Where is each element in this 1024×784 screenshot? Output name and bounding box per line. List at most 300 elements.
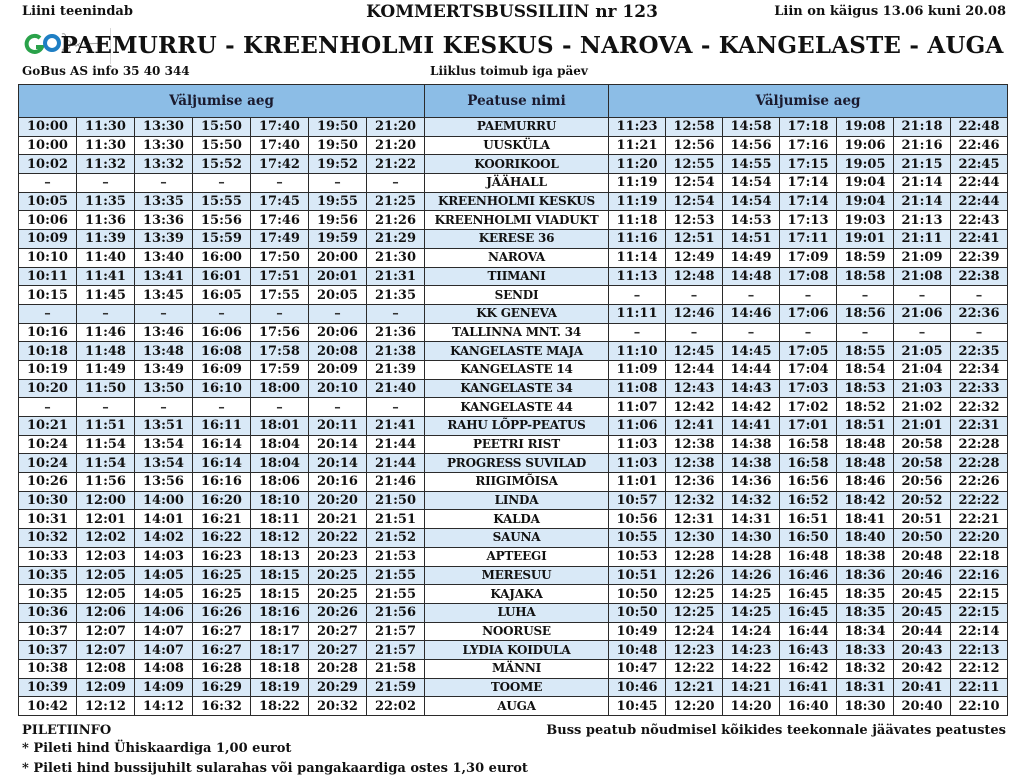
return-time-cell: 22:34	[951, 360, 1008, 379]
return-time-cell: 22:46	[951, 136, 1008, 155]
outbound-time-cell: 12:01	[77, 510, 135, 529]
outbound-time-cell: 15:50	[193, 118, 251, 137]
outbound-time-cell: 16:27	[193, 622, 251, 641]
return-time-cell: 17:06	[780, 304, 837, 323]
outbound-time-cell: 18:00	[251, 379, 309, 398]
return-time-cell: –	[894, 323, 951, 342]
outbound-time-cell: 10:19	[19, 360, 77, 379]
outbound-time-cell: 13:45	[135, 286, 193, 305]
outbound-time-cell: –	[77, 304, 135, 323]
outbound-time-cell: 12:08	[77, 659, 135, 678]
return-time-cell: 19:04	[837, 174, 894, 193]
outbound-time-cell: 19:50	[309, 136, 367, 155]
return-time-cell: 17:02	[780, 398, 837, 417]
timetable-row	[19, 230, 1008, 249]
return-time-cell: 12:53	[666, 211, 723, 230]
return-time-cell: 20:40	[894, 697, 951, 716]
return-time-cell: 19:01	[837, 230, 894, 249]
return-time-cell: 20:42	[894, 659, 951, 678]
return-time-cell: 12:23	[666, 641, 723, 660]
return-time-cell: 14:20	[723, 697, 780, 716]
outbound-time-cell: 21:46	[367, 473, 425, 492]
outbound-time-cell: 21:59	[367, 678, 425, 697]
outbound-time-cell: 18:04	[251, 435, 309, 454]
outbound-time-cell: 12:07	[77, 622, 135, 641]
outbound-time-cell: 13:32	[135, 155, 193, 174]
return-time-cell: 11:23	[609, 118, 666, 137]
return-time-cell: 14:23	[723, 641, 780, 660]
outbound-time-cell: 19:56	[309, 211, 367, 230]
stop-name-cell: AUGA	[425, 697, 609, 716]
return-time-cell: 17:16	[780, 136, 837, 155]
return-time-cell: 19:04	[837, 192, 894, 211]
outbound-time-cell: –	[367, 304, 425, 323]
outbound-time-cell: 10:26	[19, 473, 77, 492]
timetable-row	[19, 547, 1008, 566]
outbound-time-cell: 20:14	[309, 454, 367, 473]
outbound-time-cell: 10:11	[19, 267, 77, 286]
return-time-cell: 19:03	[837, 211, 894, 230]
return-time-cell: 21:03	[894, 379, 951, 398]
return-time-cell: 20:52	[894, 491, 951, 510]
return-time-cell: 14:26	[723, 566, 780, 585]
timetable-row	[19, 379, 1008, 398]
stop-name-cell: UUSKÜLA	[425, 136, 609, 155]
return-time-cell: 10:55	[609, 529, 666, 548]
return-time-cell: 17:14	[780, 174, 837, 193]
outbound-time-cell: 11:54	[77, 454, 135, 473]
outbound-time-cell: 20:20	[309, 491, 367, 510]
outbound-time-cell: 10:21	[19, 417, 77, 436]
timetable-row	[19, 697, 1008, 716]
return-time-cell: –	[951, 323, 1008, 342]
outbound-time-cell: 13:36	[135, 211, 193, 230]
outbound-time-cell: 20:05	[309, 286, 367, 305]
outbound-time-cell: 11:50	[77, 379, 135, 398]
outbound-time-cell: 12:02	[77, 529, 135, 548]
timetable-row	[19, 304, 1008, 323]
return-time-cell: –	[666, 286, 723, 305]
return-time-cell: 18:58	[837, 267, 894, 286]
return-time-cell: 22:28	[951, 454, 1008, 473]
return-time-cell: 17:01	[780, 417, 837, 436]
timetable-row	[19, 155, 1008, 174]
outbound-time-cell: 17:46	[251, 211, 309, 230]
return-time-cell: 14:25	[723, 585, 780, 604]
outbound-time-cell: –	[19, 174, 77, 193]
return-time-cell: 10:50	[609, 585, 666, 604]
stop-name-cell: TOOME	[425, 678, 609, 697]
timetable	[18, 84, 1008, 716]
outbound-time-cell: 20:27	[309, 622, 367, 641]
outbound-time-cell: 16:14	[193, 435, 251, 454]
outbound-time-cell: 11:51	[77, 417, 135, 436]
timetable-header-row	[19, 85, 1008, 118]
outbound-time-cell: –	[309, 398, 367, 417]
return-time-cell: 14:32	[723, 491, 780, 510]
timetable-row	[19, 641, 1008, 660]
ticket-price-card: * Pileti hind Ühiskaardiga 1,00 eurot	[22, 741, 292, 756]
stop-name-cell: NAROVA	[425, 248, 609, 267]
outbound-time-cell: 14:00	[135, 491, 193, 510]
outbound-time-cell: 14:02	[135, 529, 193, 548]
return-time-cell: 14:25	[723, 603, 780, 622]
return-time-cell: 19:05	[837, 155, 894, 174]
outbound-time-cell: 15:59	[193, 230, 251, 249]
return-time-cell: 12:30	[666, 529, 723, 548]
return-time-cell: 10:45	[609, 697, 666, 716]
outbound-time-cell: 18:22	[251, 697, 309, 716]
stop-name-cell: KANGELASTE 44	[425, 398, 609, 417]
return-time-cell: 22:48	[951, 118, 1008, 137]
return-time-cell: 12:21	[666, 678, 723, 697]
return-time-cell: 18:33	[837, 641, 894, 660]
stop-name-cell: KANGELASTE 34	[425, 379, 609, 398]
outbound-time-cell: 21:38	[367, 342, 425, 361]
timetable-row	[19, 622, 1008, 641]
outbound-time-cell: 17:45	[251, 192, 309, 211]
outbound-time-cell: 10:18	[19, 342, 77, 361]
outbound-time-cell: 17:49	[251, 230, 309, 249]
outbound-time-cell: 13:46	[135, 323, 193, 342]
outbound-time-cell: 21:55	[367, 566, 425, 585]
return-time-cell: 14:41	[723, 417, 780, 436]
outbound-time-cell: 13:39	[135, 230, 193, 249]
outbound-time-cell: 20:06	[309, 323, 367, 342]
outbound-time-cell: 16:06	[193, 323, 251, 342]
outbound-time-cell: –	[135, 174, 193, 193]
outbound-time-cell: 12:05	[77, 566, 135, 585]
return-time-cell: 21:18	[894, 118, 951, 137]
return-time-cell: 20:51	[894, 510, 951, 529]
request-stop-note: Buss peatub nõudmisel kõikides teekonnale jäävates peatustes	[546, 723, 1006, 738]
outbound-time-cell: 10:36	[19, 603, 77, 622]
outbound-time-cell: 11:45	[77, 286, 135, 305]
outbound-time-cell: 21:22	[367, 155, 425, 174]
return-time-cell: 10:46	[609, 678, 666, 697]
outbound-time-cell: 10:24	[19, 435, 77, 454]
timetable-row	[19, 267, 1008, 286]
outbound-time-cell: 12:06	[77, 603, 135, 622]
return-time-cell: 11:19	[609, 192, 666, 211]
return-time-cell: 22:22	[951, 491, 1008, 510]
outbound-time-cell: 14:03	[135, 547, 193, 566]
outbound-time-cell: 12:07	[77, 641, 135, 660]
return-time-cell: 10:47	[609, 659, 666, 678]
return-time-cell: 22:18	[951, 547, 1008, 566]
return-time-cell: 11:20	[609, 155, 666, 174]
outbound-time-cell: 13:50	[135, 379, 193, 398]
outbound-time-cell: 21:51	[367, 510, 425, 529]
outbound-time-cell: 16:32	[193, 697, 251, 716]
return-time-cell: 12:28	[666, 547, 723, 566]
return-time-cell: 20:45	[894, 585, 951, 604]
return-time-cell: 19:08	[837, 118, 894, 137]
stop-name-cell: KANGELASTE MAJA	[425, 342, 609, 361]
return-time-cell: –	[666, 323, 723, 342]
outbound-time-cell: 10:38	[19, 659, 77, 678]
timetable-row	[19, 585, 1008, 604]
outbound-time-cell: 10:20	[19, 379, 77, 398]
return-time-cell: 12:49	[666, 248, 723, 267]
outbound-time-cell: 11:46	[77, 323, 135, 342]
outbound-time-cell: 16:25	[193, 585, 251, 604]
outbound-time-cell: 20:25	[309, 566, 367, 585]
return-time-cell: 12:44	[666, 360, 723, 379]
return-time-cell: 12:38	[666, 435, 723, 454]
timetable-row	[19, 398, 1008, 417]
stop-name-header: Peatuse nimi	[425, 85, 609, 118]
return-time-cell: –	[894, 286, 951, 305]
outbound-time-cell: 21:20	[367, 136, 425, 155]
outbound-time-cell: 10:37	[19, 641, 77, 660]
outbound-time-cell: 12:12	[77, 697, 135, 716]
return-time-cell: –	[951, 286, 1008, 305]
outbound-time-cell: –	[135, 304, 193, 323]
outbound-time-cell: –	[193, 398, 251, 417]
return-time-cell: 20:41	[894, 678, 951, 697]
outbound-time-cell: 10:05	[19, 192, 77, 211]
return-time-cell: 22:35	[951, 342, 1008, 361]
outbound-time-cell: 21:26	[367, 211, 425, 230]
return-time-cell: 14:38	[723, 435, 780, 454]
return-time-cell: 22:43	[951, 211, 1008, 230]
return-time-cell: 12:38	[666, 454, 723, 473]
return-time-cell: 12:25	[666, 585, 723, 604]
outbound-time-cell: 16:09	[193, 360, 251, 379]
outbound-time-cell: 16:27	[193, 641, 251, 660]
return-time-cell: 21:14	[894, 192, 951, 211]
outbound-time-cell: 20:29	[309, 678, 367, 697]
stop-name-cell: KALDA	[425, 510, 609, 529]
return-time-cell: 22:44	[951, 192, 1008, 211]
return-time-cell: 18:40	[837, 529, 894, 548]
return-time-cell: 10:48	[609, 641, 666, 660]
return-time-cell: 22:11	[951, 678, 1008, 697]
outbound-time-cell: 21:31	[367, 267, 425, 286]
return-time-cell: 17:09	[780, 248, 837, 267]
return-time-cell: 21:09	[894, 248, 951, 267]
timetable-row	[19, 248, 1008, 267]
return-time-cell: 16:45	[780, 585, 837, 604]
outbound-time-cell: 16:29	[193, 678, 251, 697]
outbound-time-cell: 18:16	[251, 603, 309, 622]
outbound-time-cell: 10:06	[19, 211, 77, 230]
timetable-row	[19, 192, 1008, 211]
return-time-cell: 17:15	[780, 155, 837, 174]
service-days: Liiklus toimub iga päev	[430, 64, 588, 78]
outbound-time-cell: 11:49	[77, 360, 135, 379]
outbound-time-cell: 11:40	[77, 248, 135, 267]
outbound-time-cell: 16:23	[193, 547, 251, 566]
return-time-cell: 16:46	[780, 566, 837, 585]
outbound-departures-header: Väljumise aeg	[19, 85, 425, 118]
return-time-cell: 20:58	[894, 435, 951, 454]
outbound-time-cell: 17:55	[251, 286, 309, 305]
outbound-time-cell: 21:44	[367, 454, 425, 473]
stop-name-cell: PROGRESS SUVILAD	[425, 454, 609, 473]
outbound-time-cell: –	[367, 174, 425, 193]
outbound-time-cell: 21:55	[367, 585, 425, 604]
return-time-cell: 14:21	[723, 678, 780, 697]
return-time-cell: 18:36	[837, 566, 894, 585]
outbound-time-cell: 21:30	[367, 248, 425, 267]
return-time-cell: 14:22	[723, 659, 780, 678]
outbound-time-cell: 19:52	[309, 155, 367, 174]
outbound-time-cell: –	[309, 174, 367, 193]
return-time-cell: 17:14	[780, 192, 837, 211]
outbound-time-cell: 11:30	[77, 136, 135, 155]
outbound-time-cell: 18:04	[251, 454, 309, 473]
outbound-time-cell: 11:36	[77, 211, 135, 230]
outbound-time-cell: 10:00	[19, 136, 77, 155]
outbound-time-cell: 12:00	[77, 491, 135, 510]
outbound-time-cell: 11:35	[77, 192, 135, 211]
outbound-time-cell: 10:16	[19, 323, 77, 342]
return-time-cell: 12:22	[666, 659, 723, 678]
outbound-time-cell: –	[135, 398, 193, 417]
return-time-cell: 12:43	[666, 379, 723, 398]
return-time-cell: 12:26	[666, 566, 723, 585]
stop-name-cell: LINDA	[425, 491, 609, 510]
outbound-time-cell: 18:11	[251, 510, 309, 529]
return-time-cell: 12:45	[666, 342, 723, 361]
return-time-cell: 21:11	[894, 230, 951, 249]
outbound-time-cell: 16:28	[193, 659, 251, 678]
outbound-time-cell: 11:32	[77, 155, 135, 174]
timetable-row	[19, 454, 1008, 473]
outbound-time-cell: 14:08	[135, 659, 193, 678]
outbound-time-cell: 21:44	[367, 435, 425, 454]
return-time-cell: 16:52	[780, 491, 837, 510]
return-time-cell: –	[609, 286, 666, 305]
return-time-cell: 17:04	[780, 360, 837, 379]
outbound-time-cell: 13:30	[135, 118, 193, 137]
outbound-time-cell: 17:56	[251, 323, 309, 342]
outbound-time-cell: 16:08	[193, 342, 251, 361]
return-time-cell: 16:48	[780, 547, 837, 566]
return-time-cell: 18:32	[837, 659, 894, 678]
stop-name-cell: LUHA	[425, 603, 609, 622]
outbound-time-cell: 20:00	[309, 248, 367, 267]
outbound-time-cell: 20:26	[309, 603, 367, 622]
timetable-row	[19, 678, 1008, 697]
outbound-time-cell: 16:05	[193, 286, 251, 305]
stop-name-cell: LYDIA KOIDULA	[425, 641, 609, 660]
return-time-cell: –	[723, 286, 780, 305]
stop-name-cell: KERESE 36	[425, 230, 609, 249]
return-time-cell: 14:31	[723, 510, 780, 529]
outbound-time-cell: 11:48	[77, 342, 135, 361]
outbound-time-cell: 10:00	[19, 118, 77, 137]
outbound-time-cell: 16:10	[193, 379, 251, 398]
outbound-time-cell: 20:27	[309, 641, 367, 660]
return-time-cell: 18:35	[837, 585, 894, 604]
return-time-cell: 14:42	[723, 398, 780, 417]
return-time-cell: 19:06	[837, 136, 894, 155]
outbound-time-cell: 13:51	[135, 417, 193, 436]
outbound-time-cell: 15:55	[193, 192, 251, 211]
outbound-time-cell: 14:05	[135, 585, 193, 604]
return-time-cell: 18:42	[837, 491, 894, 510]
outbound-time-cell: 21:57	[367, 622, 425, 641]
timetable-row	[19, 118, 1008, 137]
outbound-time-cell: 22:02	[367, 697, 425, 716]
return-time-cell: 22:36	[951, 304, 1008, 323]
return-departures-header: Väljumise aeg	[609, 85, 1008, 118]
return-time-cell: 18:46	[837, 473, 894, 492]
return-time-cell: 16:45	[780, 603, 837, 622]
return-time-cell: 18:41	[837, 510, 894, 529]
return-time-cell: 14:38	[723, 454, 780, 473]
outbound-time-cell: 13:41	[135, 267, 193, 286]
outbound-time-cell: 11:30	[77, 118, 135, 137]
outbound-time-cell: 18:19	[251, 678, 309, 697]
return-time-cell: 14:43	[723, 379, 780, 398]
return-time-cell: 16:51	[780, 510, 837, 529]
stop-name-cell: KREENHOLMI VIADUKT	[425, 211, 609, 230]
outbound-time-cell: –	[77, 174, 135, 193]
return-time-cell: 22:45	[951, 155, 1008, 174]
stop-name-cell: TALLINNA MNT. 34	[425, 323, 609, 342]
return-time-cell: 17:13	[780, 211, 837, 230]
return-time-cell: 12:32	[666, 491, 723, 510]
outbound-time-cell: 21:50	[367, 491, 425, 510]
return-time-cell: 11:19	[609, 174, 666, 193]
outbound-time-cell: 10:35	[19, 566, 77, 585]
return-time-cell: 20:43	[894, 641, 951, 660]
return-time-cell: 14:45	[723, 342, 780, 361]
outbound-time-cell: 20:32	[309, 697, 367, 716]
return-time-cell: 10:57	[609, 491, 666, 510]
outbound-time-cell: –	[193, 174, 251, 193]
return-time-cell: 20:48	[894, 547, 951, 566]
route-title: PAEMURRU - KREENHOLMI KESKUS - NAROVA - KANGELASTE - AUGA	[60, 32, 1004, 59]
outbound-time-cell: –	[367, 398, 425, 417]
timetable-row	[19, 510, 1008, 529]
return-time-cell: 21:04	[894, 360, 951, 379]
return-time-cell: 18:54	[837, 360, 894, 379]
return-time-cell: 20:50	[894, 529, 951, 548]
return-time-cell: 22:38	[951, 267, 1008, 286]
return-time-cell: 21:16	[894, 136, 951, 155]
return-time-cell: 22:28	[951, 435, 1008, 454]
outbound-time-cell: –	[251, 174, 309, 193]
return-time-cell: 12:46	[666, 304, 723, 323]
return-time-cell: 16:58	[780, 435, 837, 454]
return-time-cell: 22:31	[951, 417, 1008, 436]
return-time-cell: –	[609, 323, 666, 342]
timetable-row	[19, 566, 1008, 585]
return-time-cell: 11:03	[609, 454, 666, 473]
outbound-time-cell: 20:14	[309, 435, 367, 454]
timetable-row	[19, 659, 1008, 678]
outbound-time-cell: 18:01	[251, 417, 309, 436]
stop-name-cell: KREENHOLMI KESKUS	[425, 192, 609, 211]
return-time-cell: 20:58	[894, 454, 951, 473]
return-time-cell: 22:15	[951, 603, 1008, 622]
validity-period: Liin on käigus 13.06 kuni 20.08	[774, 4, 1006, 19]
outbound-time-cell: 21:40	[367, 379, 425, 398]
return-time-cell: 17:18	[780, 118, 837, 137]
return-time-cell: 10:49	[609, 622, 666, 641]
return-time-cell: 14:49	[723, 248, 780, 267]
outbound-time-cell: 18:17	[251, 622, 309, 641]
return-time-cell: 11:16	[609, 230, 666, 249]
return-time-cell: 18:59	[837, 248, 894, 267]
outbound-time-cell: 10:37	[19, 622, 77, 641]
outbound-time-cell: 14:05	[135, 566, 193, 585]
